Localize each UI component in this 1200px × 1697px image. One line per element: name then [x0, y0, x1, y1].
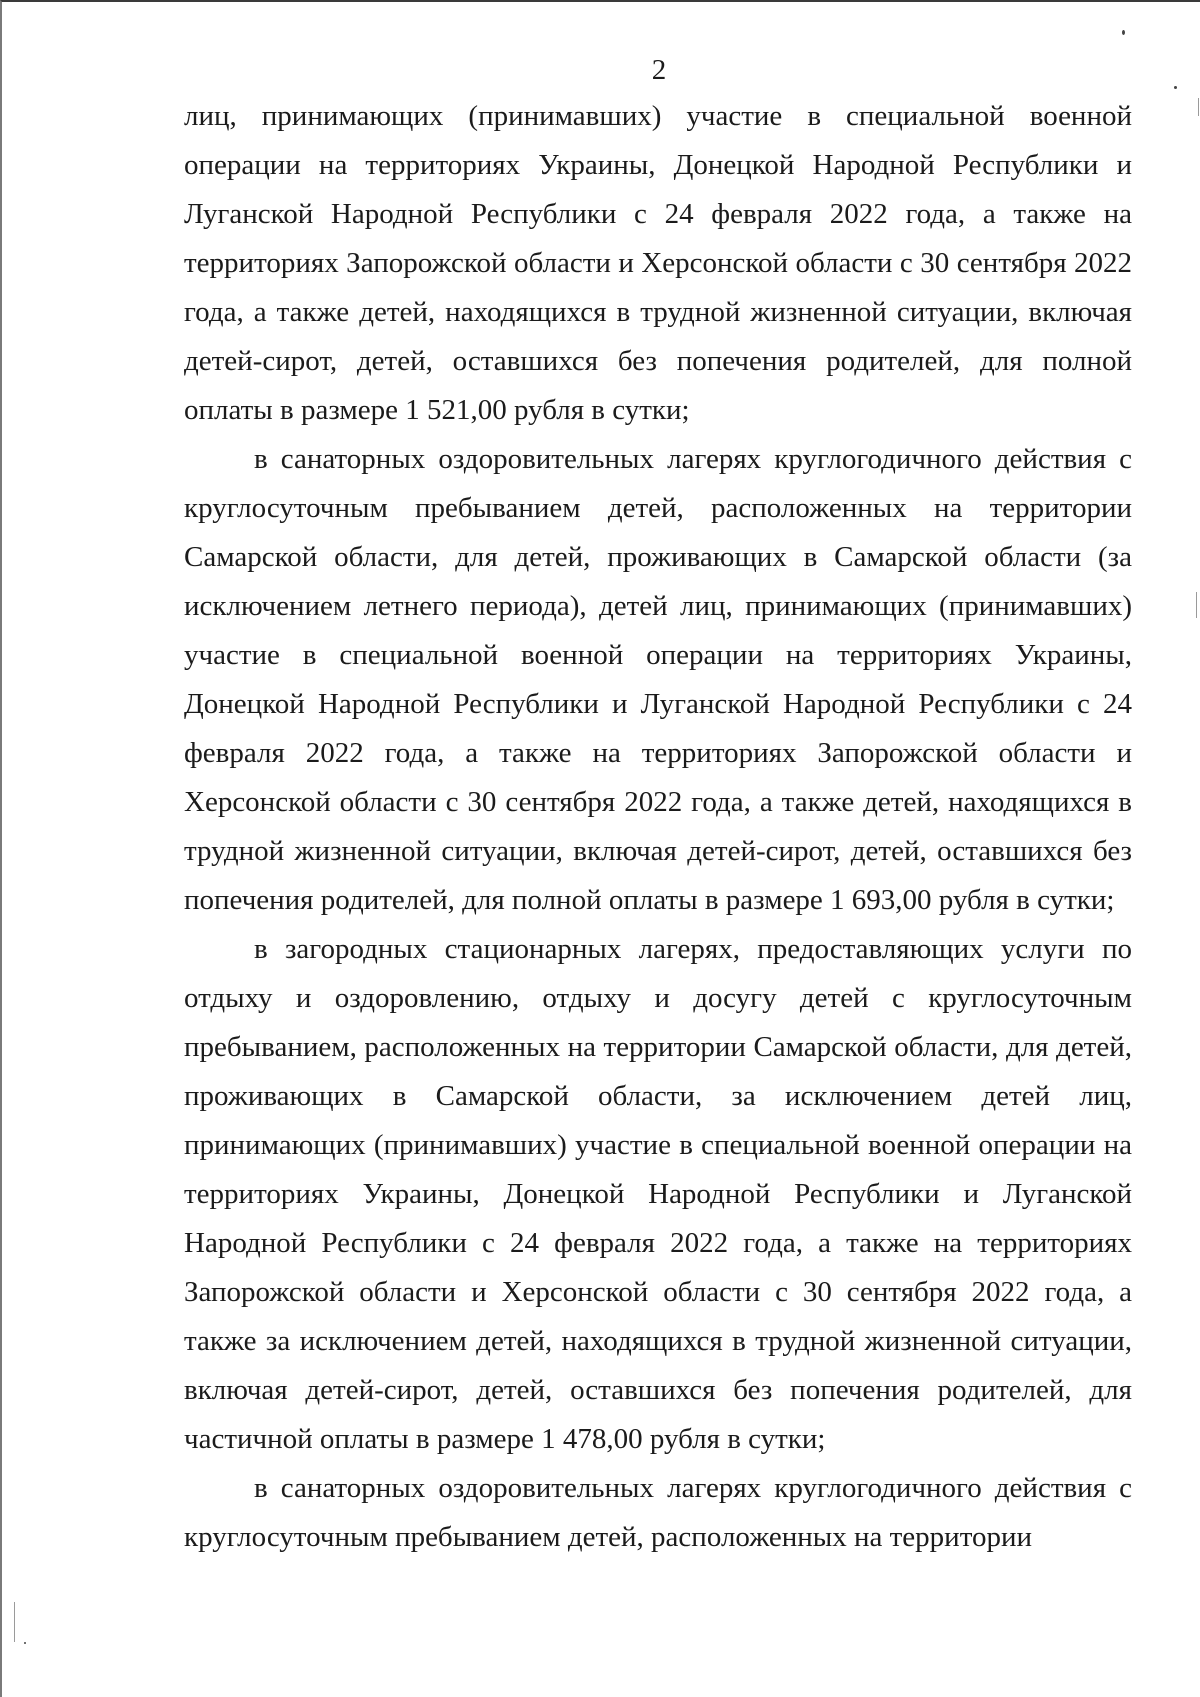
paragraph-sanatorium-continued: в санаторных оздоровительных лагерях круглогодичного действия с круглосуточным пребыванием детей, расположенных на территории [184, 1472, 1132, 1553]
paragraph-country-camp-partial-payment: в загородных стационарных лагерях, предоставляющих услуги по отдыху и оздоровлению, отдыху и досугу детей с круглосуточным пребыванием, расположенных на территории Самарской области, для детей, проживающих в Самарской области, за исключением детей лиц, принимающих (принимавших) участие в специальной военной операции на территориях Украины, Донецкой Народной Республики и Луганской Народной Республики с 24 февраля 2022 года, а также на территориях Запорожской области и Херсонской области с 30 сентября 2022 года, а также за исключением детей, находящихся в трудной жизненной ситуации, включая детей-сирот, детей, оставшихся без попечения родителей, для частичной оплаты в размере 1 478,00 рубля в сутки; [184, 933, 1132, 1455]
scan-mark [1196, 592, 1197, 618]
scan-speck [1122, 30, 1125, 35]
scan-mark [1198, 98, 1199, 116]
page-number: 2 [651, 54, 667, 86]
scan-speck [1174, 86, 1177, 89]
scan-speck [24, 1642, 26, 1644]
document-body [184, 92, 1132, 1562]
scan-mark [14, 1602, 15, 1642]
paragraph-sanatorium-full-payment: в санаторных оздоровительных лагерях круглогодичного действия с круглосуточным пребыванием детей, расположенных на территории Самарской области, для детей, проживающих в Самарской области (за исключением летнего периода), детей лиц, принимающих (принимавших) участие в специальной военной операции на территориях Украины, Донецкой Народной Республики и Луганской Народной Республики с 24 февраля 2022 года, а также на территориях Запорожской области и Херсонской области с 30 сентября 2022 года, а также детей, находящихся в трудной жизненной ситуации, включая детей-сирот, детей, оставшихся без попечения родителей, для полной оплаты в размере 1 693,00 рубля в сутки; [184, 443, 1132, 916]
paragraph-continuation: лиц, принимающих (принимавших) участие в специальной военной операции на территориях Украины, Донецкой Народной Республики и Луганской Народной Республики с 24 февраля 2022 года, а также на территориях Запорожской области и Херсонской области с 30 сентября 2022 года, а также детей, находящихся в трудной жизненной ситуации, включая детей-сирот, детей, оставшихся без попечения родителей, для полной оплаты в размере 1 521,00 рубля в сутки; [184, 100, 1132, 426]
